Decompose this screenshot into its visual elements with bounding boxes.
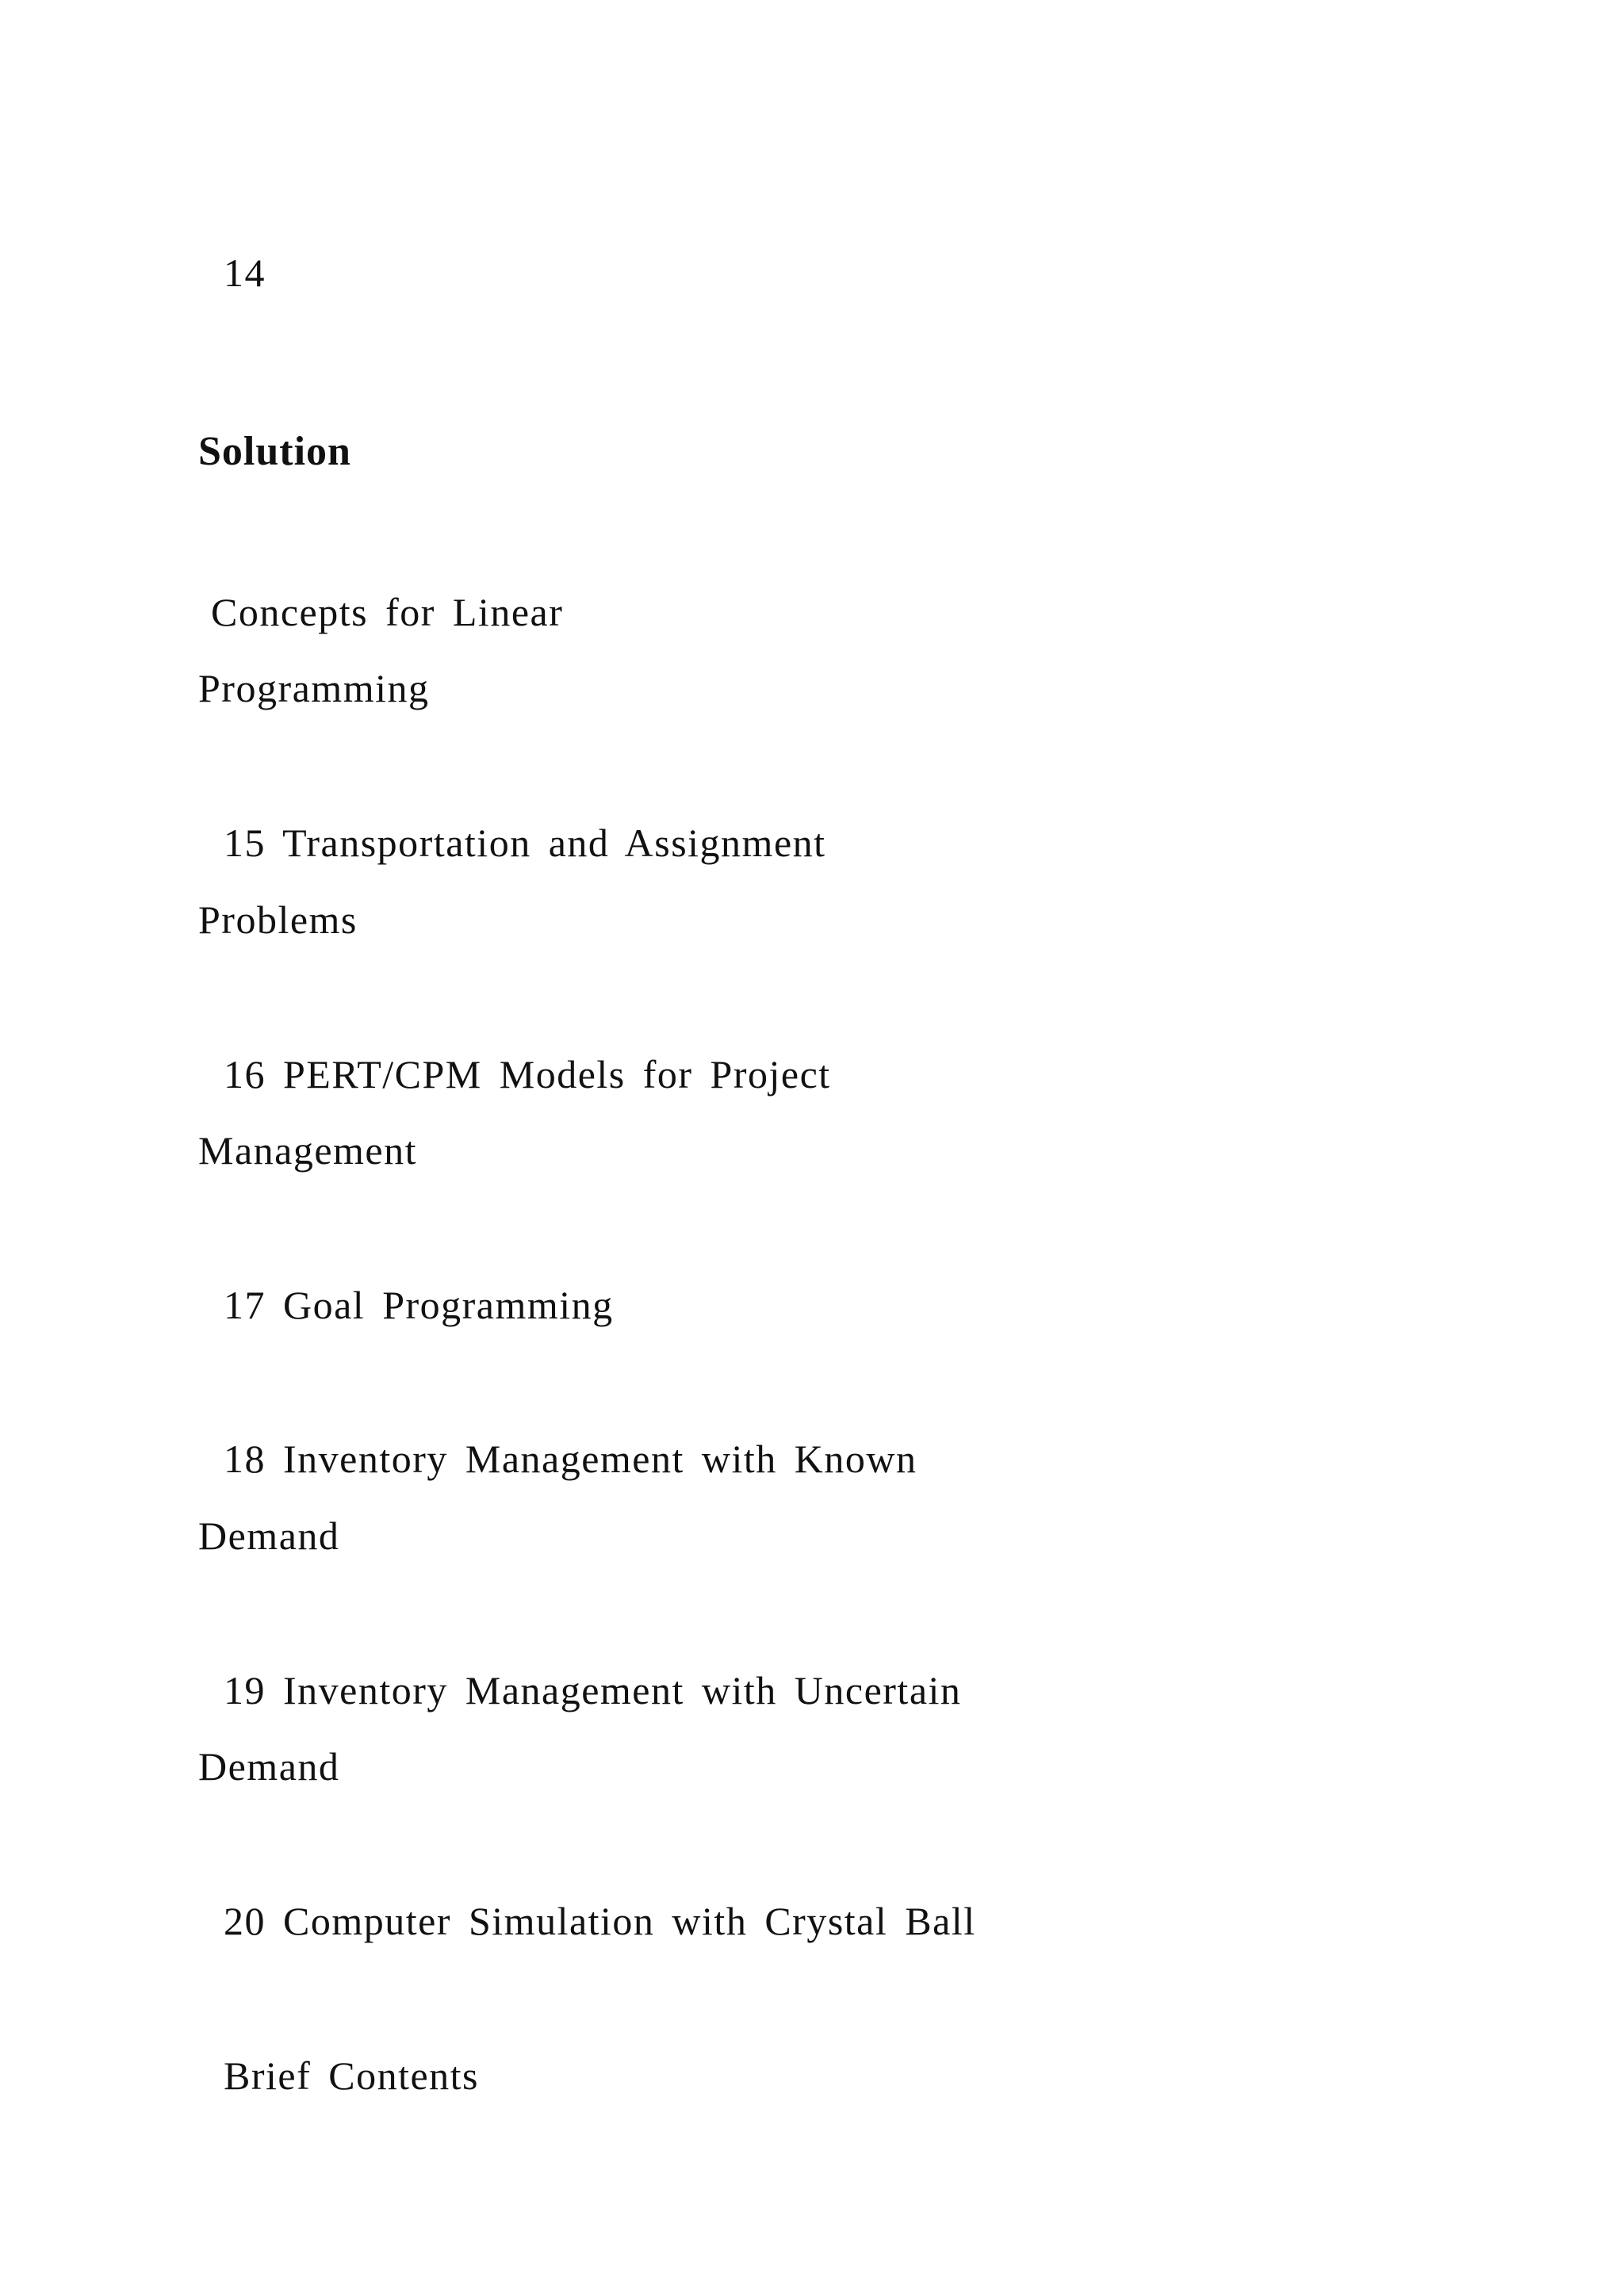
page-number: 14 bbox=[224, 251, 266, 295]
brief-contents-title: Brief Contents bbox=[224, 2053, 480, 2098]
contents-entry-line: Concepts for Linear bbox=[211, 590, 564, 634]
contents-entry-continuation: Demand bbox=[198, 1513, 340, 1558]
contents-entry-continuation: Demand bbox=[198, 1744, 340, 1789]
contents-entry-line: 17 Goal Programming bbox=[224, 1283, 614, 1327]
contents-entry-continuation: Problems bbox=[198, 897, 358, 942]
section-heading: Solution bbox=[198, 429, 351, 474]
contents-entry-continuation: Programming bbox=[198, 666, 430, 710]
contents-entry-line: 18 Inventory Management with Known bbox=[224, 1437, 917, 1481]
contents-entry-line: 16 PERT/CPM Models for Project bbox=[224, 1052, 831, 1096]
contents-entry-line: 19 Inventory Management with Uncertain bbox=[224, 1668, 962, 1712]
contents-entry-line: 15 Transportation and Assignment bbox=[224, 821, 826, 865]
contents-entry-line: 20 Computer Simulation with Crystal Ball bbox=[224, 1899, 976, 1943]
contents-entry-continuation: Management bbox=[198, 1128, 418, 1173]
